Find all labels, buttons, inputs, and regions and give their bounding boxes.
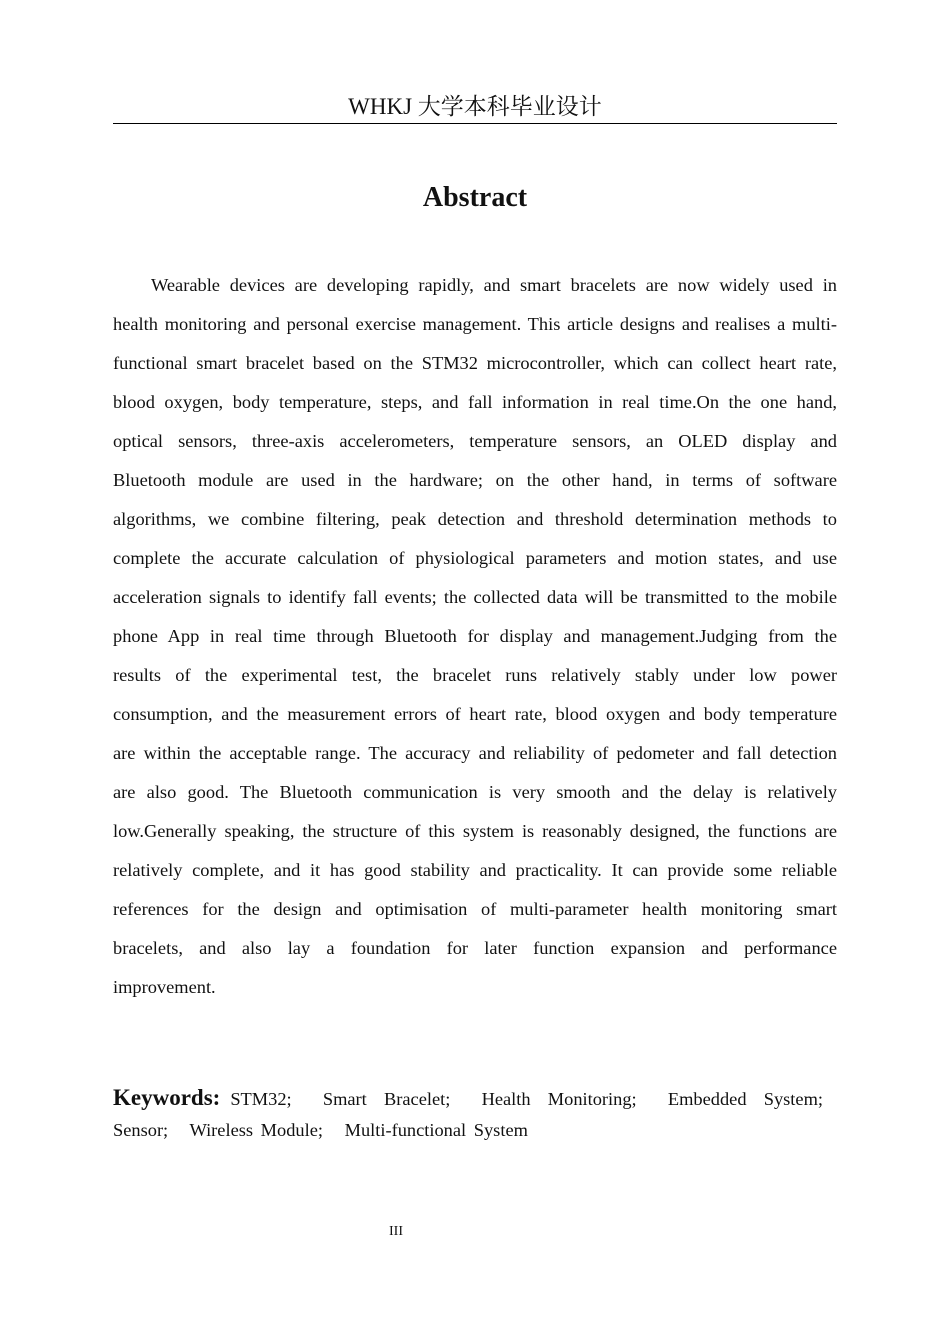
keyword-item: Sensor;: [113, 1120, 169, 1140]
page-number: III: [389, 1224, 403, 1239]
keyword-item: Embedded System;: [667, 1089, 823, 1109]
keyword-item: Multi-functional System: [344, 1120, 528, 1140]
keywords-section: [113, 1082, 837, 1146]
page-header: WHKJ 大学本科毕业设计: [113, 92, 837, 124]
keyword-item: Smart Bracelet;: [322, 1089, 451, 1109]
keyword-item: Wireless Module;: [189, 1120, 323, 1140]
keyword-item: Health Monitoring;: [481, 1089, 637, 1109]
keywords-label: Keywords:: [113, 1085, 221, 1110]
abstract-body: Wearable devices are developing rapidly, and smart bracelets are now widely used in health monitoring and personal exercise management. This article designs and realises a multi-functional smart bracelet based on the STM32 microcontroller, which can collect heart rate, blood oxygen, body temperature, steps, and fall information in real time.On the one hand, optical sensors, three-axis accelerometers, temperature sensors, an OLED display and Bluetooth module are used in the hardware; on the other hand, in terms of software algorithms, we combine filtering, peak detection and threshold determination methods to complete the accurate calculation of physiological parameters and motion states, and use acceleration signals to identify fall events; the collected data will be transmitted to the mobile phone App in real time through Bluetooth for display and management.Judging from the results of the experimental test, the bracelet runs relatively stably under low power consumption, and the measurement errors of heart rate, blood oxygen and body temperature are within the acceptable range. The accuracy and reliability of pedometer and fall detection are also good. The Bluetooth communication is very smooth and the delay is relatively low.Generally speaking, the structure of this system is reasonably designed, the functions are relatively complete, and it has good stability and practicality. It can provide some reliable references for the design and optimisation of multi-parameter health monitoring smart bracelets, and also lay a foundation for later function expansion and performance improvement.: [113, 275, 837, 997]
abstract-title: Abstract: [422, 182, 528, 213]
keyword-item: STM32;: [230, 1089, 292, 1109]
